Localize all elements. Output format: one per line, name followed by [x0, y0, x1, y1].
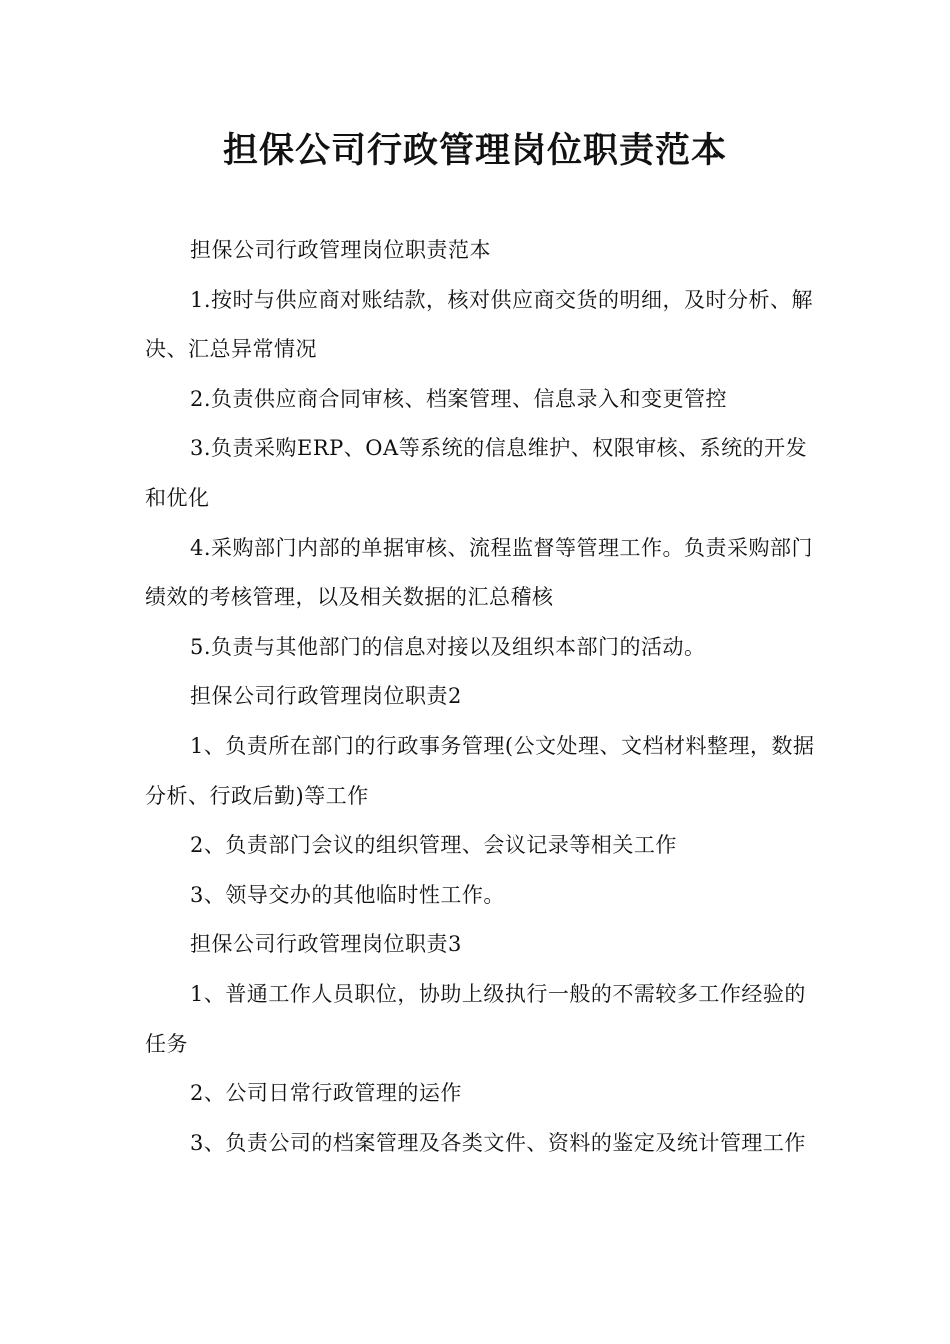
section-heading: 担保公司行政管理岗位职责3 — [190, 932, 462, 957]
duty-paragraph: 3、领导交办的其他临时性工作。 — [190, 882, 505, 907]
page-title: 担保公司行政管理岗位职责范本 — [222, 131, 727, 171]
duty-paragraph: 1、普通工作人员职位，协助上级执行一般的不需较多工作经验的任务 — [145, 981, 806, 1056]
duty-paragraph: 4.采购部门内部的单据审核、流程监督等管理工作。负责采购部门绩效的考核管理，以及相关数据的汇总稽核 — [145, 535, 814, 610]
duty-paragraph: 2、负责部门会议的组织管理、会议记录等相关工作 — [190, 833, 677, 858]
duty-paragraph: 3、负责公司的档案管理及各类文件、资料的鉴定及统计管理工作 — [190, 1130, 806, 1155]
duty-paragraph: 2、公司日常行政管理的运作 — [190, 1081, 462, 1106]
duty-paragraph: 1.按时与供应商对账结款，核对供应商交货的明细，及时分析、解决、汇总异常情况 — [145, 287, 814, 362]
section-heading: 担保公司行政管理岗位职责2 — [190, 684, 462, 709]
duty-paragraph: 1、负责所在部门的行政事务管理(公文处理、文档材料整理，数据分析、行政后勤)等工作 — [145, 733, 815, 808]
duty-paragraph: 5.负责与其他部门的信息对接以及组织本部门的活动。 — [190, 634, 706, 659]
duty-paragraph: 3.负责采购ERP、OA等系统的信息维护、权限审核、系统的开发和优化 — [145, 436, 808, 510]
duty-paragraph: 2.负责供应商合同审核、档案管理、信息录入和变更管控 — [190, 386, 728, 411]
section-heading: 担保公司行政管理岗位职责范本 — [190, 238, 491, 262]
document-body — [145, 226, 817, 1168]
